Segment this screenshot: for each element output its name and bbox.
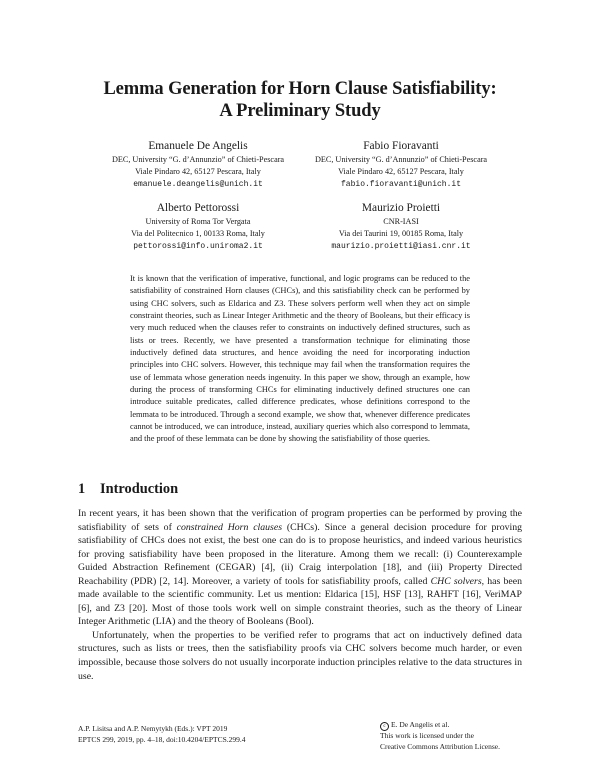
footer-citation: [78, 724, 246, 745]
footer-license-link[interactable]: Creative Commons Attribution License.: [380, 741, 500, 751]
author-affiliation: DEC, University “G. d’Annunzio” of Chieti-Pescara: [111, 155, 285, 164]
abstract-text: It is known that the verification of imperative, functional, and logic programs can be reduced to the satisfiability of constrained Horn clauses (CHCs), and this satisfiability check can be performed by using CHC solvers, such as Eldarica and Z3. These solvers perform well when they act on simple constraint theories, such as Linear Integer Arithmetic and the theory of Booleans, but their efficacy is very much reduced when the clauses refer to constraints on inductively defined structures, such as lists or trees. Recently, we have presented a transformation technique for eliminating those inductively defined data structures, and hence avoiding the need for incorporating induction principles into CHC solvers. However, this technique may fail when the transformation requires the use of lemmata whose generation needs ingenuity. In this paper we show, through an example, how during the process of transforming CHCs for eliminating inductively defined structures one can introduce suitable predicates, called difference predicates, whose definitions correspond to the lemmata to be introduced. Through a second example, we show that, whenever difference predicates cannot be introduced, we can introduce, instead, auxiliary queries which also correspond to lemmata, and the proof of these lemmata can be done by showing the satisfiability of those queries.: [130, 274, 470, 444]
author-email[interactable]: maurizio.proietti@iasi.cnr.it: [331, 241, 471, 251]
author-address: Via dei Taurini 19, 00185 Roma, Italy: [338, 229, 464, 239]
author-affiliation: University of Roma Tor Vergata: [145, 217, 251, 226]
author-block-3: [83, 201, 313, 253]
section-number: 1: [78, 481, 86, 497]
author-email[interactable]: pettorossi@info.uniroma2.it: [133, 241, 263, 251]
section-heading: [78, 481, 178, 498]
author-address: Viale Pindaro 42, 65127 Pescara, Italy: [338, 167, 464, 177]
footer-license: [380, 720, 500, 752]
emphasis-term: CHC solvers: [430, 575, 482, 587]
title-line-2: A Preliminary Study: [219, 101, 381, 121]
copyright-icon: c: [380, 722, 389, 731]
emphasis-term: constrained Horn clauses: [176, 521, 283, 533]
footer-authors: E. De Angelis et al.: [391, 720, 450, 729]
footer-license-line: This work is licensed under the: [380, 731, 474, 740]
text-run: , has been made available to the scientific community. Let us mention: Eldarica [15], HSF [13], RAHFT [16], VeriMAP [6], and Z3 [20]. Most of those tools work well on simple constraint theories, such as the theory of Linear Integer Arithmetic (LIA) and the theory of Booleans (Bool).: [78, 575, 522, 628]
author-email[interactable]: fabio.fioravanti@unich.it: [340, 179, 462, 189]
footer-copyright: [380, 720, 500, 731]
text-run: (CHCs). Since a general decision procedure for proving satisfiability of CHCs does not exist, the best one can do is to propose heuristics, and indeed various heuristics for proving satisfiability have been proposed in the literature. Among them we recall: (i) Counterexample Guided Abstraction Refinement (CEGAR) [4], (ii) Craig interpolation [18], and (iii) Property Directed Reachability (PDR) [2, 14]. Moreover, a variety of tools for satisfiability proofs, called: [78, 521, 523, 587]
footer-editors: A.P. Lisitsa and A.P. Nemytykh (Eds.): VPT 2019: [78, 724, 228, 733]
title-line-1: Lemma Generation for Horn Clause Satisfiability:: [103, 79, 497, 99]
section-title: Introduction: [100, 481, 179, 497]
author-name: Fabio Fioravanti: [363, 140, 439, 152]
footer-doi[interactable]: EPTCS 299, 2019, pp. 4–18, doi:10.4204/EPTCS.299.4: [78, 734, 246, 744]
author-affiliation: CNR-IASI: [383, 217, 419, 226]
section-body: [78, 507, 522, 683]
author-email[interactable]: emanuele.deangelis@unich.it: [133, 179, 263, 189]
author-name: Alberto Pettorossi: [156, 202, 240, 214]
author-name: Maurizio Proietti: [361, 202, 441, 214]
author-address: Viale Pindaro 42, 65127 Pescara, Italy: [135, 167, 261, 177]
paragraph-2: Unfortunately, when the properties to be verified refer to programs that act on inductively defined data structures, such as lists or trees, then the satisfiability proofs via CHC solvers become much harder, or even impossible, because those solvers do not usually incorporate induction principles relative to the data structures in use.: [78, 629, 522, 682]
author-address: Via del Politecnico 1, 00133 Roma, Italy: [131, 229, 265, 239]
paper-title: [0, 78, 600, 122]
author-name: Emanuele De Angelis: [148, 140, 248, 152]
author-affiliation: DEC, University “G. d’Annunzio” of Chieti-Pescara: [314, 155, 488, 164]
author-block-1: [83, 139, 313, 191]
paragraph-1: [78, 507, 522, 629]
text-run: In recent years, it has been shown that the verification of program properties can be performed by proving the satisfiability of sets of: [78, 508, 522, 533]
author-block-4: [286, 201, 516, 253]
author-block-2: [286, 139, 516, 191]
